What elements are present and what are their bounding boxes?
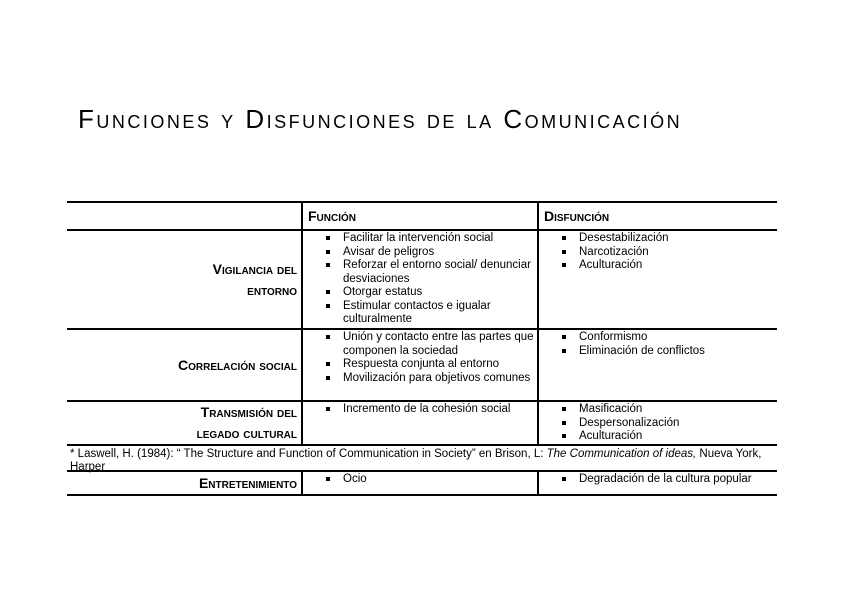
footnote-row xyxy=(67,446,777,472)
disfuncion-cell xyxy=(539,402,777,444)
row-label: Entretenimiento xyxy=(198,474,297,491)
disfuncion-list xyxy=(539,231,777,273)
list-item: Unión y contacto entre las partes que componen la sociedad xyxy=(343,331,537,358)
list-item: Degradación de la cultura popular xyxy=(579,473,777,487)
funcion-list xyxy=(303,330,537,385)
funcion-cell xyxy=(303,472,539,494)
header-funcion: Función xyxy=(303,203,539,229)
list-item: Movilización para objetivos comunes xyxy=(343,372,537,386)
list-item: Desestabilización xyxy=(579,232,777,246)
list-item: Facilitar la intervención social xyxy=(343,232,537,246)
list-item: Conformismo xyxy=(579,331,777,345)
list-item: Despersonalización xyxy=(579,417,777,431)
list-item: Otorgar estatus xyxy=(343,286,537,300)
header-empty-cell xyxy=(67,203,303,229)
disfuncion-cell xyxy=(539,472,777,494)
funcion-cell xyxy=(303,330,539,400)
row-label: Vigilancia del entorno xyxy=(212,260,297,298)
disfuncion-cell xyxy=(539,330,777,400)
table-row xyxy=(67,402,777,446)
list-item: Aculturación xyxy=(579,430,777,444)
list-item: Respuesta conjunta al entorno xyxy=(343,358,537,372)
footnote: * Laswell, H. (1984): “ The Structure and Function of Communication in Society” en Brison, L: The Communication of ideas, Nueva York, Harper xyxy=(70,448,762,473)
list-item: Eliminación de conflictos xyxy=(579,345,777,359)
list-item: Avisar de peligros xyxy=(343,246,537,260)
page-title: Funciones y Disfunciones de la Comunicación xyxy=(78,104,683,134)
list-item: Masificación xyxy=(579,403,777,417)
disfuncion-list xyxy=(539,472,777,487)
funcion-cell xyxy=(303,231,539,328)
list-item: Narcotización xyxy=(579,246,777,260)
list-item: Estimular contactos e igualar culturalmente xyxy=(343,300,537,327)
funcion-list xyxy=(303,231,537,327)
table-row xyxy=(67,231,777,330)
functions-table xyxy=(67,201,777,496)
row-label-cell xyxy=(67,231,303,328)
list-item: Reforzar el entorno social/ denunciar desviaciones xyxy=(343,259,537,286)
list-item: Aculturación xyxy=(579,259,777,273)
table-row xyxy=(67,472,777,494)
disfuncion-cell xyxy=(539,231,777,328)
table-header-row xyxy=(67,203,777,231)
row-label-cell xyxy=(67,472,303,494)
row-label: Transmisión del legado cultural xyxy=(196,404,297,441)
list-item: Ocio xyxy=(343,473,537,487)
row-label-cell xyxy=(67,330,303,400)
header-disfuncion: Disfunción xyxy=(544,208,610,224)
row-label-cell xyxy=(67,402,303,444)
disfuncion-list xyxy=(539,330,777,358)
funcion-list xyxy=(303,402,537,417)
disfuncion-list xyxy=(539,402,777,444)
funcion-cell xyxy=(303,402,539,444)
funcion-list xyxy=(303,472,537,487)
row-label: Correlación social xyxy=(178,356,297,373)
list-item: Incremento de la cohesión social xyxy=(343,403,537,417)
table-row xyxy=(67,330,777,402)
